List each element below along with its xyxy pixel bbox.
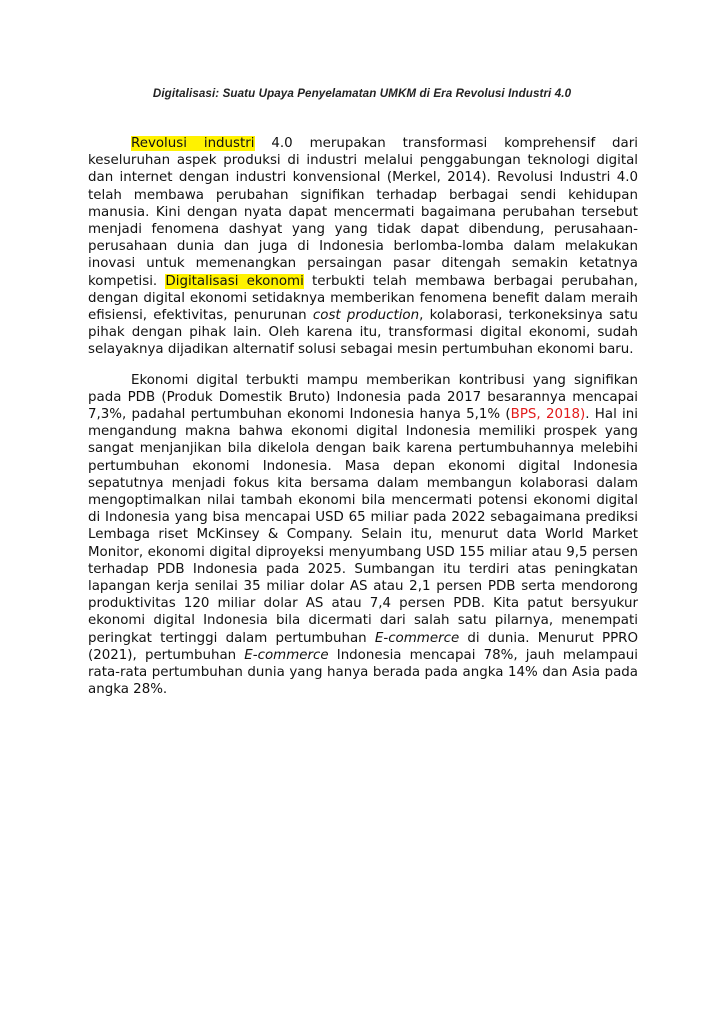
highlighted-term-digitalisasi-ekonomi: Digitalisasi ekonomi [165,273,304,289]
italic-term-e-commerce-1: E-commerce [374,630,460,646]
paragraph-2-text-b: . Hal ini mengandung makna bahwa ekonomi digital Indonesia memiliki prospek yang sangat menjanjikan bila dikelola dengan baik karena pertumbuhannya melebihi pertumbuhan ekonomi Indonesia. Masa depan ekonomi digital Indonesia sepatutnya menjadi fokus kita bersama dalam membangun kolaborasi dalam mengoptimalkan nilai tambah ekonomi bila mencermati potensi ekonomi digital di Indonesia yang bisa mencapai USD 65 miliar pada 2022 sebagaimana prediksi Lembaga riset McKinsey & Company. Selain itu, menurut data World Market Monitor, ekonomi digital diproyeksi menyumbang USD 155 miliar atau 9,5 persen terhadap PDB Indonesia pada 2025. Sumbangan itu terdiri atas peningkatan lapangan kerja senilai 35 miliar dolar AS atau 2,1 persen PDB serta mendorong produktivitas 120 miliar dolar AS atau 7,4 persen PDB. Kita patut bersyukur ekonomi digital Indonesia bila dicermati dari salah satu pilarnya, menempati peringkat tertinggi dalam pertumbuhan [88,407,638,646]
italic-term-cost-production: cost production [312,308,420,324]
citation-bps-2018: BPS, 2018) [510,407,586,423]
paragraph-1-text-c: , kolaborasi, terkoneksinya satu pihak dengan pihak lain. Oleh karena itu, transformasi digital ekonomi, sudah selayaknya dijadikan alternatif solusi sebagai mesin pertumbuhan ekonomi baru. [88,308,638,358]
document-body [88,135,638,699]
highlighted-term-revolusi-industri: Revolusi industri [131,136,255,151]
paragraph-1 [88,135,638,359]
running-header: Digitalisasi: Suatu Upaya Penyelamatan UMKM di Era Revolusi Industri 4.0 [152,87,572,100]
paragraph-2-text-c: di dunia. Menurut PPRO (2021), pertumbuhan [88,630,638,663]
paragraph-2-text-d: Indonesia mencapai 78%, jauh melampaui rata-rata pertumbuhan dunia yang hanya berada pada angka 14% dan Asia pada angka 28%. [88,647,638,698]
italic-term-e-commerce-2: E-commerce [244,647,329,663]
paragraph-1-text-b: terbukti telah membawa berbagai perubahan, dengan digital ekonomi setidaknya memberikan fenomena benefit dalam meraih efisiensi, efektivitas, penurunan [88,273,639,324]
paragraph-2 [88,372,638,699]
paragraph-2-text-a: Ekonomi digital terbukti mampu memberikan kontribusi yang signifikan pada PDB (Produk Domestik Bruto) Indonesia pada 2017 besarannya mencapai 7,3%, padahal pertumbuhan ekonomi Indonesia hanya 5,1% ( [88,372,638,423]
paragraph-1-text-a: 4.0 merupakan transformasi komprehensif dari keseluruhan aspek produksi di industri melalui penggabungan teknologi digital dan internet dengan industri konvensional (Merkel, 2014). Revolusi Industri 4.0 telah membawa perubahan signifikan terhadap berbagai sendi kehidupan manusia. Kini dengan nyata dapat mencermati bagaimana perubahan tersebut menjadi fenomena dashyat yang yang tidak dapat dibendung, perusahaan-perusahaan dunia dan juga di Indonesia berlomba-lomba dalam melakukan inovasi untuk memenangkan persaingan pasar ditengah semakin ketatnya kompetisi. [88,136,638,289]
